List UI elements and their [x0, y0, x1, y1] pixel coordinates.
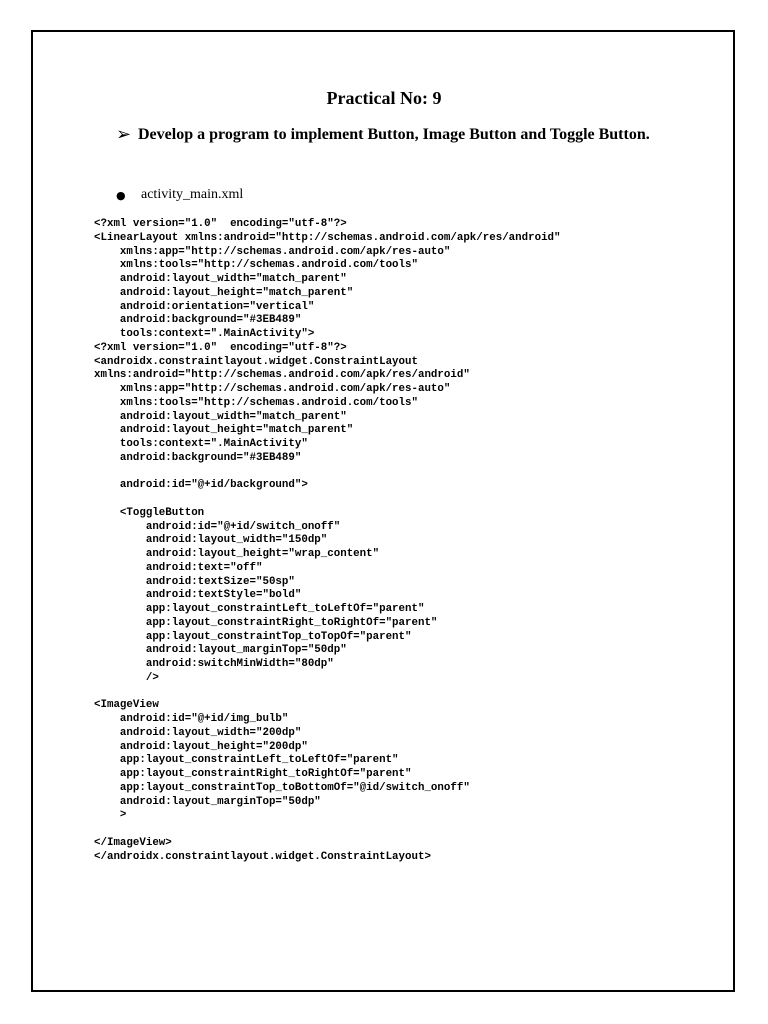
arrow-bullet-icon: ➢	[116, 124, 132, 145]
page-title: Practical No: 9	[326, 88, 442, 108]
file-bullet	[114, 187, 243, 203]
code-listing: <?xml version="1.0" encoding="utf-8"?> <LinearLayout xmlns:android="http://schemas.android.com/apk/res/android" xmlns:app="http://schemas.android.com/apk/res-auto" xmlns:tools="http://schemas.android.com/tools" android:layout_width="match_parent" android:layout_height="match_parent" android:orientation="vertical" android:background="#3EB489" tools:context=".MainActivity"> <?xml version="1.0" encoding="utf-8"?> <androidx.constraintlayout.widget.ConstraintLayout xmlns:android="http://schemas.android.com/apk/res/android" xmlns:app="http://schemas.android.com/apk/res-auto" xmlns:tools="http://schemas.android.com/tools" android:layout_width="match_parent" android:layout_height="match_parent" tools:context=".MainActivity" android:background="#3EB489" android:id="@+id/background"> <ToggleButton android:id="@+id/switch_onoff" android:layout_width="150dp" android:layout_height="wrap_content" android:text="off" android:textSize="50sp" android:textStyle="bold" app:layout_constraintLeft_toLeftOf="parent" app:layout_constraintRight_toRightOf="parent" app:layout_constraintTop_toTopOf="parent" android:layout_marginTop="50dp" android:switchMinWidth="80dp" /> <ImageView android:id="@+id/img_bulb" android:layout_width="200dp" android:layout_height="200dp" app:layout_constraintLeft_toLeftOf="parent" app:layout_constraintRight_toRightOf="parent" app:layout_constraintTop_toBottomOf="@id/switch_onoff" android:layout_marginTop="50dp" > </ImageView> </androidx.constraintlayout.widget.ConstraintLayout>	[94, 218, 561, 863]
file-name: activity_main.xml	[141, 187, 244, 202]
task-text: Develop a program to implement Button, Image Button and Toggle Button.	[138, 126, 650, 143]
bullet-dot-icon: ●	[116, 188, 126, 202]
task-statement	[116, 124, 676, 146]
